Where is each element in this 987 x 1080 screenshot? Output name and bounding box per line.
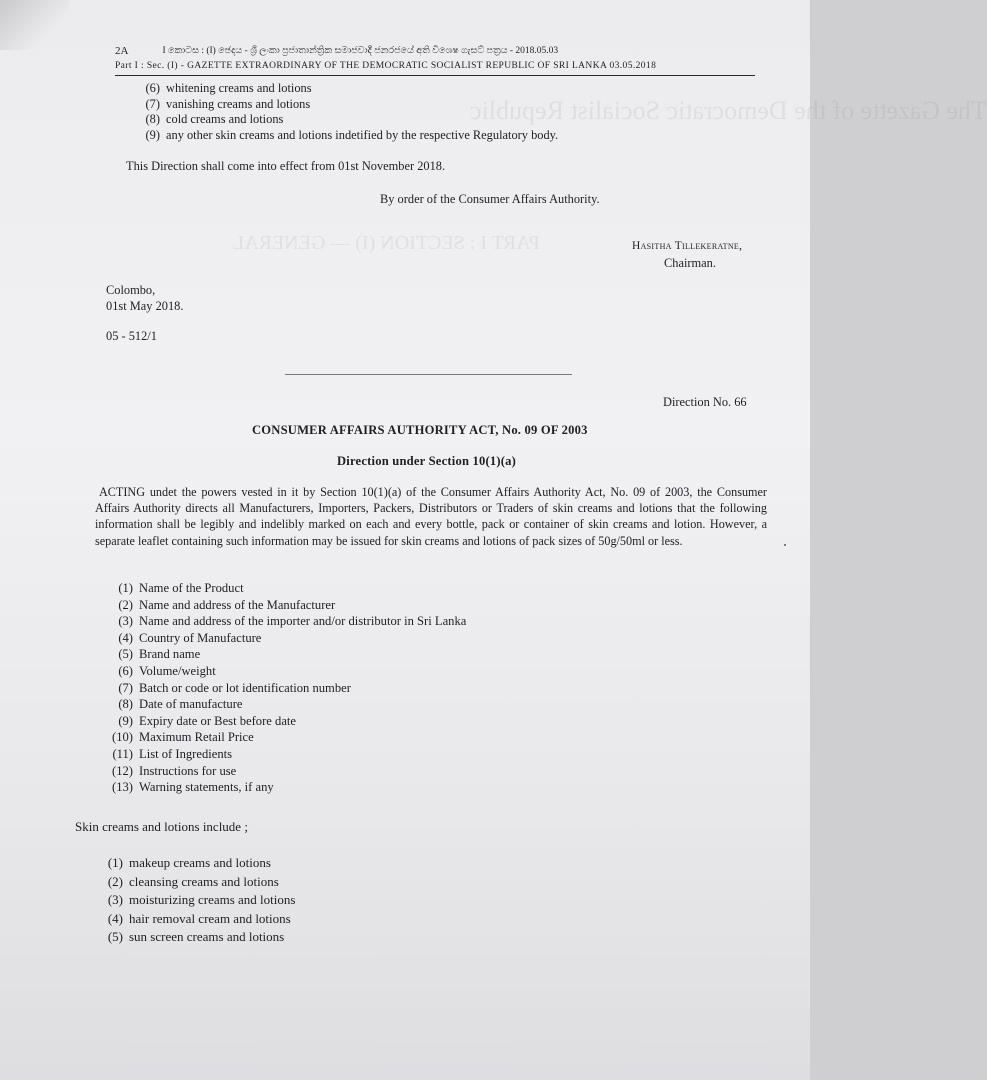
list-item bbox=[103, 779, 466, 796]
date: 01st May 2018. bbox=[106, 299, 184, 313]
order-line: By order of the Consumer Affairs Authority. bbox=[380, 192, 600, 206]
list-item-number: (3) bbox=[118, 614, 133, 629]
list-item-text: sun screen creams and lotions bbox=[129, 929, 285, 945]
list-item-text: Volume/weight bbox=[139, 663, 216, 678]
list-item-number: (2) bbox=[118, 597, 133, 612]
list-item-text: whitening creams and lotions bbox=[166, 81, 312, 95]
list-item-text: Date of manufacture bbox=[139, 697, 243, 712]
list-item-number: (1) bbox=[107, 855, 123, 870]
list-item bbox=[103, 680, 466, 697]
list-item-text: vanishing creams and lotions bbox=[166, 96, 311, 111]
page-corner-shadow bbox=[0, 0, 70, 50]
list-item-text: Instructions for use bbox=[139, 763, 237, 778]
list-item-number: (12) bbox=[112, 763, 133, 778]
list-item bbox=[101, 891, 295, 910]
list-item-number: (10) bbox=[112, 730, 133, 745]
list-item bbox=[103, 663, 466, 680]
list-item-number: (4) bbox=[118, 630, 133, 645]
list-item bbox=[103, 597, 466, 614]
header-sinhala-line: I කොටස : (I) ඡෙදය - ශ්‍රී ලංකා ප්‍රජාතාන්ත්‍රික සමාජවාදී ජනරජයේ අති විශෙෂ ගැසට් පත්‍රය - 2018.05.03 bbox=[162, 46, 559, 56]
list-item-text: Expiry date or Best before date bbox=[139, 713, 297, 728]
list-item-text: makeup creams and lotions bbox=[129, 855, 271, 870]
list-item-number: (7) bbox=[118, 680, 133, 695]
list-item-number: (1) bbox=[118, 581, 133, 595]
list-item bbox=[103, 630, 466, 647]
list-item-text: Country of Manufacture bbox=[139, 630, 262, 645]
page-number: 2A bbox=[115, 45, 129, 57]
list-item-number: (9) bbox=[145, 127, 160, 142]
list-item bbox=[103, 646, 466, 663]
header-english-line: Part I : Sec. (I) - GAZETTE EXTRAORDINARY OF THE DEMOCRATIC SOCIALIST REPUBLIC OF SRI LANKA 03.05.2018 bbox=[115, 59, 755, 76]
stray-mark bbox=[784, 544, 786, 546]
place: Colombo, bbox=[106, 283, 156, 297]
list-item-number: (13) bbox=[112, 780, 133, 795]
list-item bbox=[140, 112, 558, 128]
list-item bbox=[140, 81, 558, 97]
list-item-number: (7) bbox=[145, 96, 160, 111]
show-through-part-heading: PART I : SECTION (I) — GENERAL bbox=[232, 232, 540, 254]
list-item bbox=[103, 763, 466, 780]
list-item bbox=[101, 873, 295, 892]
list-item-number: (8) bbox=[145, 112, 160, 126]
section-divider bbox=[285, 374, 572, 375]
reference-number: 05 - 512/1 bbox=[106, 329, 157, 343]
list-item bbox=[103, 729, 466, 746]
list-item bbox=[103, 613, 466, 630]
act-title: CONSUMER AFFAIRS AUTHORITY ACT, No. 09 OF 2003 bbox=[252, 423, 588, 437]
include-heading: Skin creams and lotions include ; bbox=[75, 819, 248, 834]
list-item-text: Name and address of the Manufacturer bbox=[139, 597, 336, 612]
skin-cream-types-list bbox=[101, 854, 295, 947]
list-item-number: (6) bbox=[145, 81, 160, 95]
list-item-number: (2) bbox=[107, 873, 123, 889]
list-item-text: Batch or code or lot identification number bbox=[139, 680, 351, 695]
continued-skin-cream-list bbox=[140, 81, 558, 143]
direction-number: Direction No. 66 bbox=[663, 395, 747, 409]
list-item-text: hair removal cream and lotions bbox=[129, 910, 291, 926]
required-information-list bbox=[103, 580, 466, 796]
list-item-text: cleansing creams and lotions bbox=[129, 873, 279, 889]
list-item bbox=[101, 910, 295, 929]
list-item-number: (11) bbox=[112, 746, 133, 761]
list-item bbox=[103, 696, 466, 713]
list-item-text: List of Ingredients bbox=[139, 746, 233, 761]
direction-under-section: Direction under Section 10(1)(a) bbox=[337, 454, 517, 468]
list-item-text: Name of the Product bbox=[139, 581, 244, 595]
list-item-number: (5) bbox=[118, 647, 133, 662]
list-item-text: Brand name bbox=[139, 647, 201, 662]
running-header bbox=[115, 44, 755, 76]
list-item-number: (4) bbox=[107, 910, 123, 926]
list-item bbox=[103, 580, 466, 597]
list-item-number: (3) bbox=[107, 892, 123, 908]
list-item-number: (9) bbox=[118, 713, 133, 728]
list-item-number: (8) bbox=[118, 697, 133, 712]
list-item-text: cold creams and lotions bbox=[166, 112, 284, 126]
list-item bbox=[101, 854, 295, 873]
list-item-text: any other skin creams and lotions indetified by the respective Regulatory body. bbox=[166, 127, 559, 142]
show-through-masthead: The Gazette of the Democratic Socialist Republic bbox=[470, 96, 987, 125]
effect-statement: This Direction shall come into effect from 01st November 2018. bbox=[126, 159, 446, 173]
body-paragraph: ACTING undet the powers vested in it by Section 10(1)(a) of the Consumer Affairs Authority Act, No. 09 of 2003, the Consumer Affairs Authority directs all Manufacturers, Importers, Packers, Distributors or Traders of skin creams and lotions that the following information shall be legibly and indelibly marked on each and every bottle, pack or container of skin creams and lotion. However, a separate leaflet containing such information may be issued for skin creams and lotions of pack sizes of 50g/50ml or less. bbox=[95, 485, 767, 548]
list-item bbox=[140, 128, 558, 144]
list-item-text: Name and address of the importer and/or distributor in Sri Lanka bbox=[139, 614, 467, 629]
list-item-number: (6) bbox=[118, 663, 133, 678]
list-item-number: (5) bbox=[107, 929, 123, 945]
list-item-text: Maximum Retail Price bbox=[139, 730, 254, 745]
list-item-text: moisturizing creams and lotions bbox=[129, 892, 296, 908]
list-item bbox=[140, 97, 558, 113]
list-item bbox=[103, 713, 466, 730]
signatory-name: Hasitha Tillekeratne, bbox=[632, 240, 743, 252]
list-item bbox=[103, 746, 466, 763]
list-item-text: Warning statements, if any bbox=[139, 780, 274, 795]
signatory-title: Chairman. bbox=[664, 256, 716, 270]
list-item bbox=[101, 928, 295, 947]
